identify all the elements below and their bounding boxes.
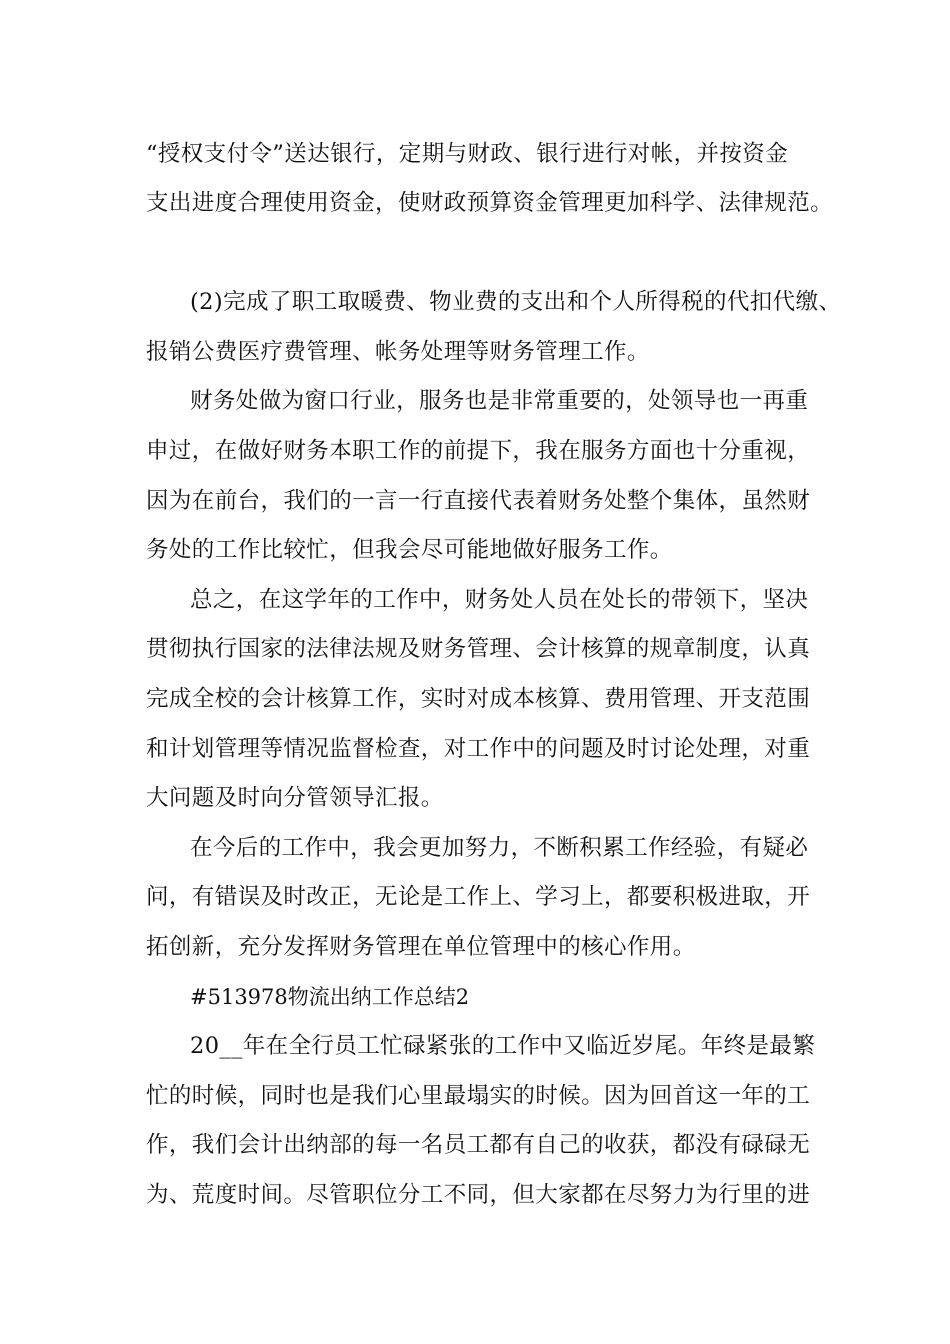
text-line: 大问题及时向分管领导汇报。 (146, 785, 444, 811)
paragraph-start: 财务处做为窗口行业，服务也是非常重要的，处领导也一再重 (190, 388, 809, 414)
text-line: 问，有错误及时改正，无论是工作上、学习上，都要积极进取，开 (146, 884, 811, 910)
text-line: 申过，在做好财务本职工作的前提下，我在服务方面也十分重视， (146, 438, 811, 464)
text-line: 完成全校的会计核算工作，实时对成本核算、费用管理、开支范围 (146, 686, 811, 712)
text-line: 务处的工作比较忙，但我会尽可能地做好服务工作。 (146, 537, 673, 563)
text-line: 因为在前台，我们的一言一行直接代表着财务处整个集体，虽然财 (146, 488, 811, 514)
text-line: “授权支付令”送达银行，定期与财政、银行进行对帐，并按资金 (146, 141, 789, 167)
paragraph-start: 总之，在这学年的工作中，财务处人员在处长的带领下，坚决 (190, 587, 809, 613)
text-line: (2)完成了职工取暖费、物业费的支出和个人所得税的代扣代缴、 (190, 289, 842, 315)
text-line: 作，我们会计出纳部的每一名员工都有自己的收获，都没有碌碌无 (146, 1132, 811, 1158)
text-line: 贯彻执行国家的法律法规及财务管理、会计核算的规章制度，认真 (146, 636, 811, 662)
section-heading: #513978物流出纳工作总结2 (190, 985, 470, 1009)
text-line: 和计划管理等情况监督检查，对工作中的问题及时讨论处理，对重 (146, 736, 811, 762)
text-line: 拓创新，充分发挥财务管理在单位管理中的核心作用。 (146, 934, 696, 960)
text-line: 支出进度合理使用资金，使财政预算资金管理更加科学、法律规范。 (146, 190, 834, 216)
text-line: 忙的时候，同时也是我们心里最塌实的时候。因为回首这一年的工 (146, 1083, 811, 1109)
paragraph-start: 20__年在全行员工忙碌紧张的工作中又临近岁尾。年终是最繁 (190, 1033, 816, 1059)
paragraph-start: 在今后的工作中，我会更加努力，不断积累工作经验，有疑必 (190, 835, 809, 861)
text-line: 为、荒度时间。尽管职位分工不同，但大家都在尽努力为行里的进 (146, 1182, 811, 1208)
text-line: 报销公费医疗费管理、帐务处理等财务管理工作。 (146, 339, 650, 365)
